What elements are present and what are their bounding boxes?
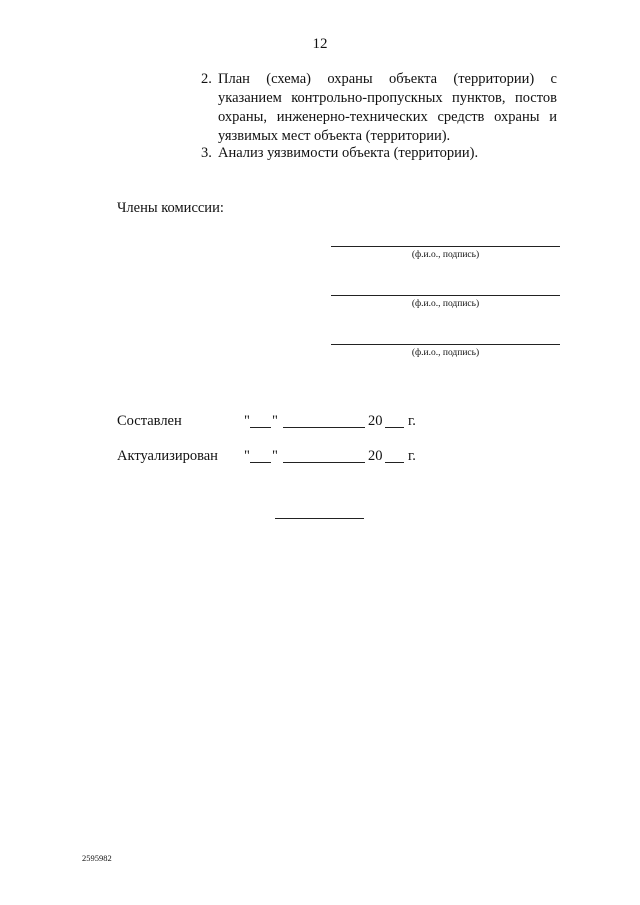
signature-line — [331, 344, 560, 345]
list-item-analysis — [201, 144, 557, 163]
close-quote: " — [272, 448, 278, 464]
year-prefix: 20 — [368, 413, 383, 429]
end-of-document-rule — [275, 518, 364, 519]
list-item-text: План (схема) охраны объекта (территории) с указанием контрольно-пропускных пунктов, постов охраны, инженерно-технических средств охраны и уязвимых мест объекта (территории). — [218, 71, 557, 144]
month-blank — [283, 427, 365, 428]
signature-caption: (ф.и.о., подпись) — [411, 348, 480, 358]
year-prefix: 20 — [368, 448, 383, 464]
date-row-updated — [117, 448, 437, 468]
year-suffix: г. — [408, 448, 416, 464]
list-item-text: Анализ уязвимости объекта (территории). — [218, 145, 479, 161]
signature-caption: (ф.и.о., подпись) — [411, 250, 480, 260]
list-item-number: 2. — [201, 71, 212, 87]
signature-field-1 — [331, 246, 560, 260]
open-quote: " — [244, 448, 250, 464]
open-quote: " — [244, 413, 250, 429]
signature-field-3 — [331, 344, 560, 358]
date-row-compiled — [117, 413, 437, 433]
list-item-plan — [201, 70, 557, 146]
month-blank — [283, 462, 365, 463]
signature-field-2 — [331, 295, 560, 309]
document-code: 2595982 — [82, 853, 112, 863]
signature-line — [331, 246, 560, 247]
date-row-label: Актуализирован — [117, 448, 218, 464]
year-blank — [385, 427, 404, 428]
close-quote: " — [272, 413, 278, 429]
day-blank — [250, 462, 271, 463]
commission-members-heading: Члены комиссии: — [117, 200, 224, 216]
list-item-number: 3. — [201, 145, 212, 161]
signature-line — [331, 295, 560, 296]
year-suffix: г. — [408, 413, 416, 429]
page-number: 12 — [312, 36, 328, 52]
day-blank — [250, 427, 271, 428]
year-blank — [385, 462, 404, 463]
date-row-label: Составлен — [117, 413, 182, 429]
signature-caption: (ф.и.о., подпись) — [411, 299, 480, 309]
